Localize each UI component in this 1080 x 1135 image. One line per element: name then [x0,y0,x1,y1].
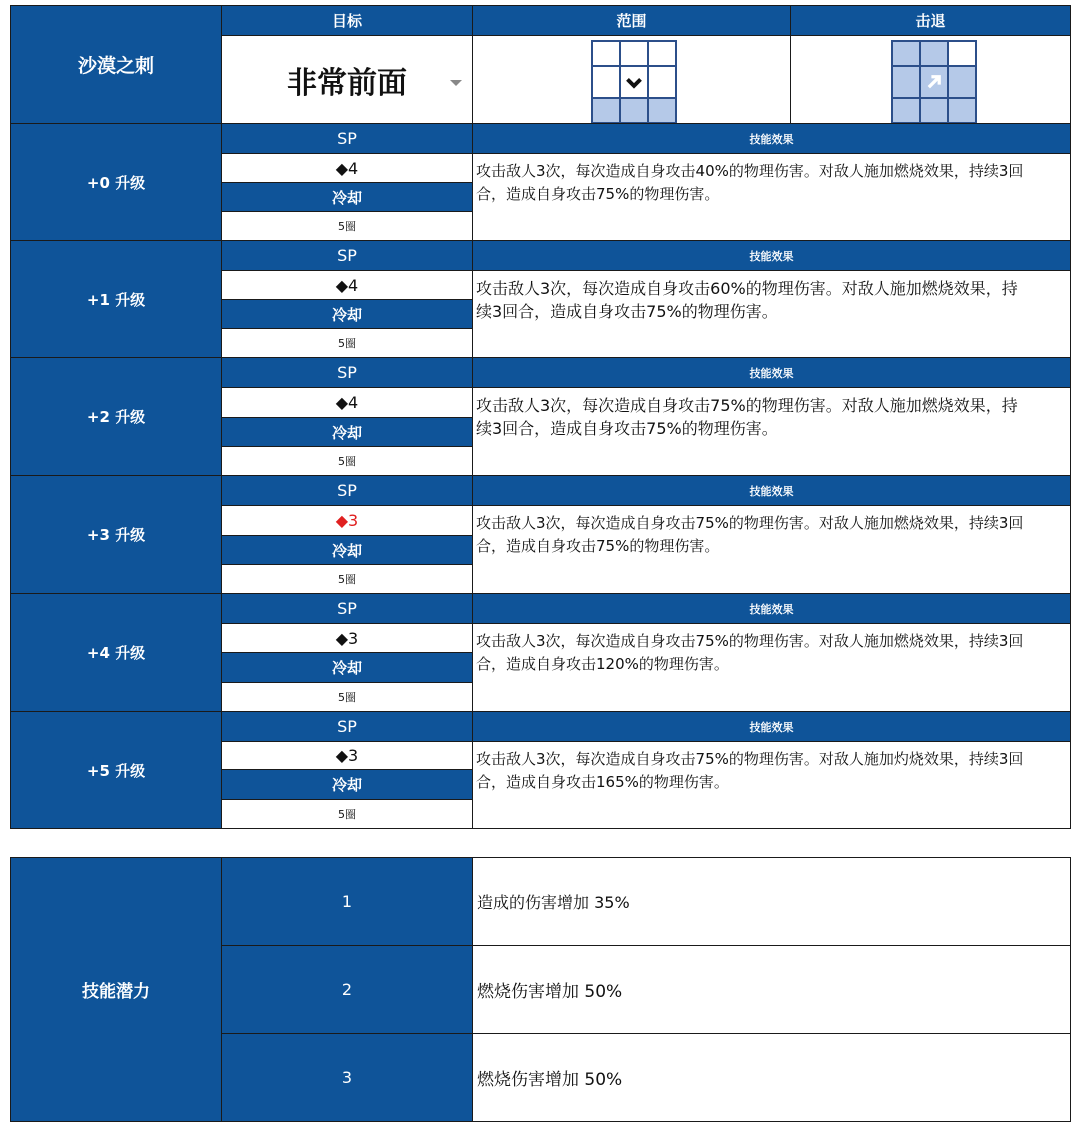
sp-header: SP [221,240,473,271]
target-cell [221,35,473,124]
check-icon [621,67,647,97]
cooldown-header: 冷却 [221,182,473,212]
sp-header: SP [221,711,473,742]
sp-value: ◆3 [221,741,473,770]
effect-header: 技能效果 [472,593,1071,624]
range-header: 范围 [472,5,791,36]
knockback-grid-icon [891,40,977,124]
sp-value: ◆4 [221,153,473,183]
sp-value-highlight: ◆3 [221,505,473,536]
skill-name: 沙漠之刺 [10,5,222,124]
potential-number: 1 [221,857,473,946]
cooldown-header: 冷却 [221,769,473,800]
sp-header: SP [221,357,473,388]
effect-header: 技能效果 [472,240,1071,271]
effect-header: 技能效果 [472,123,1071,154]
potential-label: 技能潜力 [10,857,222,1122]
knockback-cell [790,35,1071,124]
arrow-up-right-icon [921,67,947,97]
cooldown-header: 冷却 [221,417,473,447]
potential-description: 燃烧伤害增加 50% [472,945,1071,1034]
level-label: +4 升级 [10,593,222,712]
effect-header: 技能效果 [472,711,1071,742]
cooldown-value: 5圈 [221,564,473,594]
effect-description: 攻击敌人3次，每次造成自身攻击75%的物理伤害。对敌人施加燃烧效果，持续3回合，造成自身攻击75%的物理伤害。 [472,505,1071,594]
cooldown-value: 5圈 [221,799,473,829]
sp-value: ◆4 [221,387,473,418]
range-cell [472,35,791,124]
potential-description: 造成的伤害增加 35% [472,857,1071,946]
effect-description: 攻击敌人3次，每次造成自身攻击60%的物理伤害。对敌人施加燃烧效果，持续3回合，造成自身攻击75%的物理伤害。 [472,270,1071,358]
level-label: +5 升级 [10,711,222,829]
sp-value: ◆3 [221,623,473,653]
dropdown-caret-icon [450,80,462,86]
potential-number: 2 [221,945,473,1034]
effect-description: 攻击敌人3次，每次造成自身攻击75%的物理伤害。对敌人施加灼烧效果，持续3回合，造成自身攻击165%的物理伤害。 [472,741,1071,829]
cooldown-value: 5圈 [221,328,473,358]
sp-header: SP [221,123,473,154]
cooldown-value: 5圈 [221,682,473,712]
effect-description: 攻击敌人3次，每次造成自身攻击40%的物理伤害。对敌人施加燃烧效果，持续3回合，造成自身攻击75%的物理伤害。 [472,153,1071,241]
effect-header: 技能效果 [472,357,1071,388]
effect-description: 攻击敌人3次，每次造成自身攻击75%的物理伤害。对敌人施加燃烧效果，持续3回合，造成自身攻击120%的物理伤害。 [472,623,1071,712]
cooldown-value: 5圈 [221,446,473,476]
cooldown-header: 冷却 [221,299,473,329]
sp-header: SP [221,593,473,624]
cooldown-value: 5圈 [221,211,473,241]
target-header: 目标 [221,5,473,36]
potential-number: 3 [221,1033,473,1122]
sp-value: ◆4 [221,270,473,300]
level-label: +3 升级 [10,475,222,594]
cooldown-header: 冷却 [221,535,473,565]
level-label: +2 升级 [10,357,222,476]
potential-description: 燃烧伤害增加 50% [472,1033,1071,1122]
level-label: +1 升级 [10,240,222,358]
cooldown-header: 冷却 [221,652,473,683]
level-label: +0 升级 [10,123,222,241]
target-value: 非常前面 [287,65,407,101]
effect-description: 攻击敌人3次，每次造成自身攻击75%的物理伤害。对敌人施加燃烧效果，持续3回合，造成自身攻击75%的物理伤害。 [472,387,1071,476]
effect-header: 技能效果 [472,475,1071,506]
knockback-header: 击退 [790,5,1071,36]
range-grid-icon [591,40,677,124]
sp-header: SP [221,475,473,506]
